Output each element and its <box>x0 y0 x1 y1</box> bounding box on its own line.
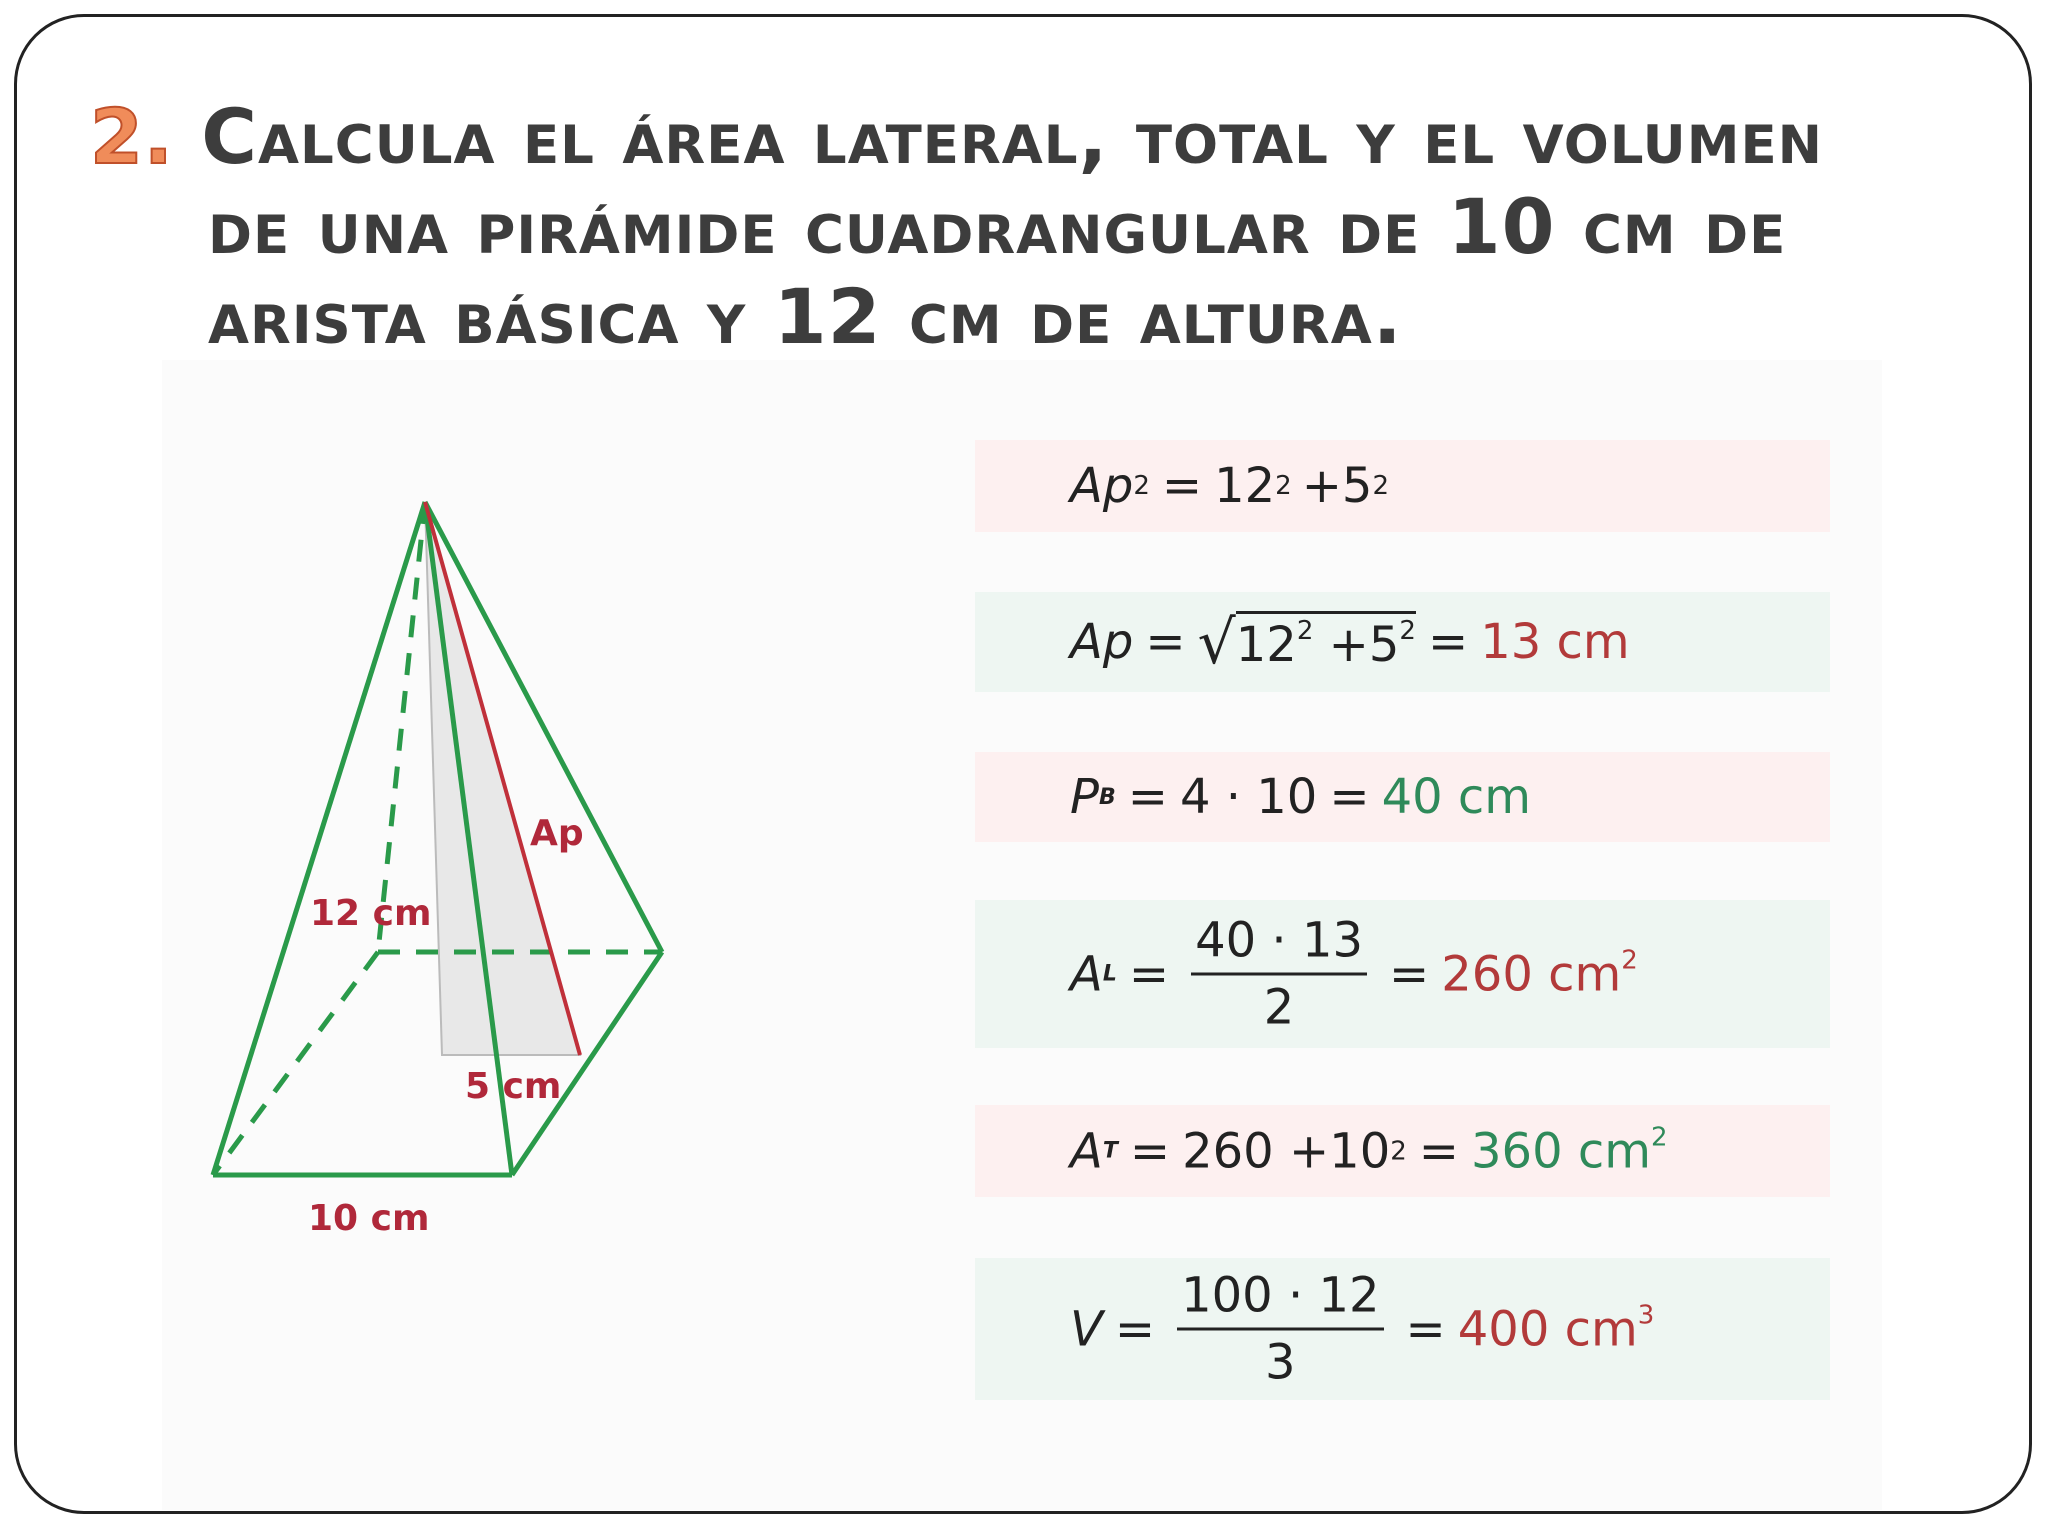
eq2-equals-2: = <box>1427 614 1469 670</box>
eq2-equals: = <box>1145 614 1186 670</box>
eq1-rhs: 12 <box>1214 458 1276 514</box>
eq5-lhs: A <box>1070 1123 1103 1179</box>
eq6-fraction <box>1177 1268 1383 1391</box>
eq2-result: 13 cm <box>1480 614 1630 670</box>
apothem-equation <box>1070 608 1630 678</box>
eq3-lhs-sub: B <box>1098 784 1116 810</box>
eq6-denominator: 3 <box>1265 1334 1296 1391</box>
eq6-result: 400 cm <box>1457 1301 1638 1358</box>
eq4-numerator: 40 · 13 <box>1191 913 1367 976</box>
title-line-3: arista básica y 12 cm de altura. <box>208 272 1403 361</box>
equation-row-5 <box>975 1105 1830 1197</box>
eq6-equals: = <box>1114 1301 1156 1357</box>
lateral-area-equation <box>1070 913 1638 1036</box>
eq6-result-exp: 3 <box>1637 1300 1655 1331</box>
eq3-equals: = <box>1127 769 1168 825</box>
equation-row-2 <box>975 592 1830 692</box>
eq2-under-a: 12 <box>1235 617 1297 673</box>
eq6-lhs: V <box>1070 1301 1103 1357</box>
base-perimeter-equation <box>1070 769 1531 825</box>
eq4-denominator: 2 <box>1263 979 1295 1036</box>
eq5-result: 360 cm <box>1471 1123 1652 1180</box>
title-line-1: Calcula el área lateral, total y el volumen <box>201 92 1824 181</box>
title-line-2: de una pirámide cuadrangular de 10 cm de <box>208 182 1787 271</box>
eq3-lhs: P <box>1070 769 1099 825</box>
equation-row-6 <box>975 1258 1830 1400</box>
eq4-lhs: A <box>1070 946 1103 1002</box>
equation-row-4 <box>975 900 1830 1048</box>
slide-title <box>90 92 1990 362</box>
eq2-under-b: +5 <box>1328 617 1400 673</box>
eq4-equals-2: = <box>1389 946 1430 1002</box>
eq1-rhs-exp: 2 <box>1275 471 1292 501</box>
hidden-left-edge <box>213 952 378 1175</box>
root-sign: √ <box>1197 608 1236 678</box>
eq1-lhs: Ap <box>1070 458 1134 514</box>
pyramid-diagram <box>180 470 700 1290</box>
eq5-expr: 260 +10 <box>1182 1123 1391 1179</box>
eq3-result: 40 cm <box>1381 769 1532 825</box>
eq6-numerator: 100 · 12 <box>1177 1268 1383 1331</box>
edge-left <box>213 502 425 1175</box>
eq5-expr-exp: 2 <box>1390 1136 1407 1166</box>
base-label: 10 cm <box>308 1198 430 1239</box>
equation-row-1 <box>975 440 1830 532</box>
eq6-result-wrap <box>1458 1301 1655 1358</box>
eq1-lhs-exp: 2 <box>1133 471 1150 501</box>
eq5-result-wrap <box>1471 1123 1668 1180</box>
eq2-under-a-exp: 2 <box>1296 616 1314 646</box>
eq5-equals: = <box>1129 1123 1171 1179</box>
eq6-equals-2: = <box>1405 1301 1446 1357</box>
radicand <box>1236 611 1416 673</box>
eq3-equals-2: = <box>1329 769 1370 825</box>
eq4-result-exp: 2 <box>1621 945 1638 976</box>
total-area-equation <box>1070 1123 1668 1180</box>
eq3-expr: 4 · 10 <box>1179 769 1318 825</box>
height-label: 12 cm <box>310 893 432 934</box>
eq1-plus-exp: 2 <box>1372 471 1390 501</box>
eq5-equals-2: = <box>1418 1123 1460 1179</box>
problem-number: 2. <box>90 92 174 181</box>
half-base-label: 5 cm <box>465 1066 562 1107</box>
eq4-lhs-sub: L <box>1102 961 1117 987</box>
apothem-squared-equation <box>1070 458 1389 514</box>
eq1-equals: = <box>1161 458 1203 514</box>
apothem-label: Ap <box>530 813 584 854</box>
eq5-lhs-sub: T <box>1102 1138 1118 1164</box>
eq1-plus: +5 <box>1301 458 1373 514</box>
eq4-result: 260 cm <box>1441 946 1622 1003</box>
equation-row-3 <box>975 752 1830 842</box>
eq4-fraction <box>1191 913 1367 1036</box>
volume-equation <box>1070 1268 1654 1391</box>
eq4-equals: = <box>1128 946 1170 1002</box>
square-root <box>1197 608 1416 678</box>
eq5-result-exp: 2 <box>1651 1122 1668 1153</box>
eq4-result-wrap <box>1441 946 1638 1003</box>
eq2-under-b-exp: 2 <box>1399 616 1416 646</box>
eq2-lhs: Ap <box>1070 614 1134 670</box>
